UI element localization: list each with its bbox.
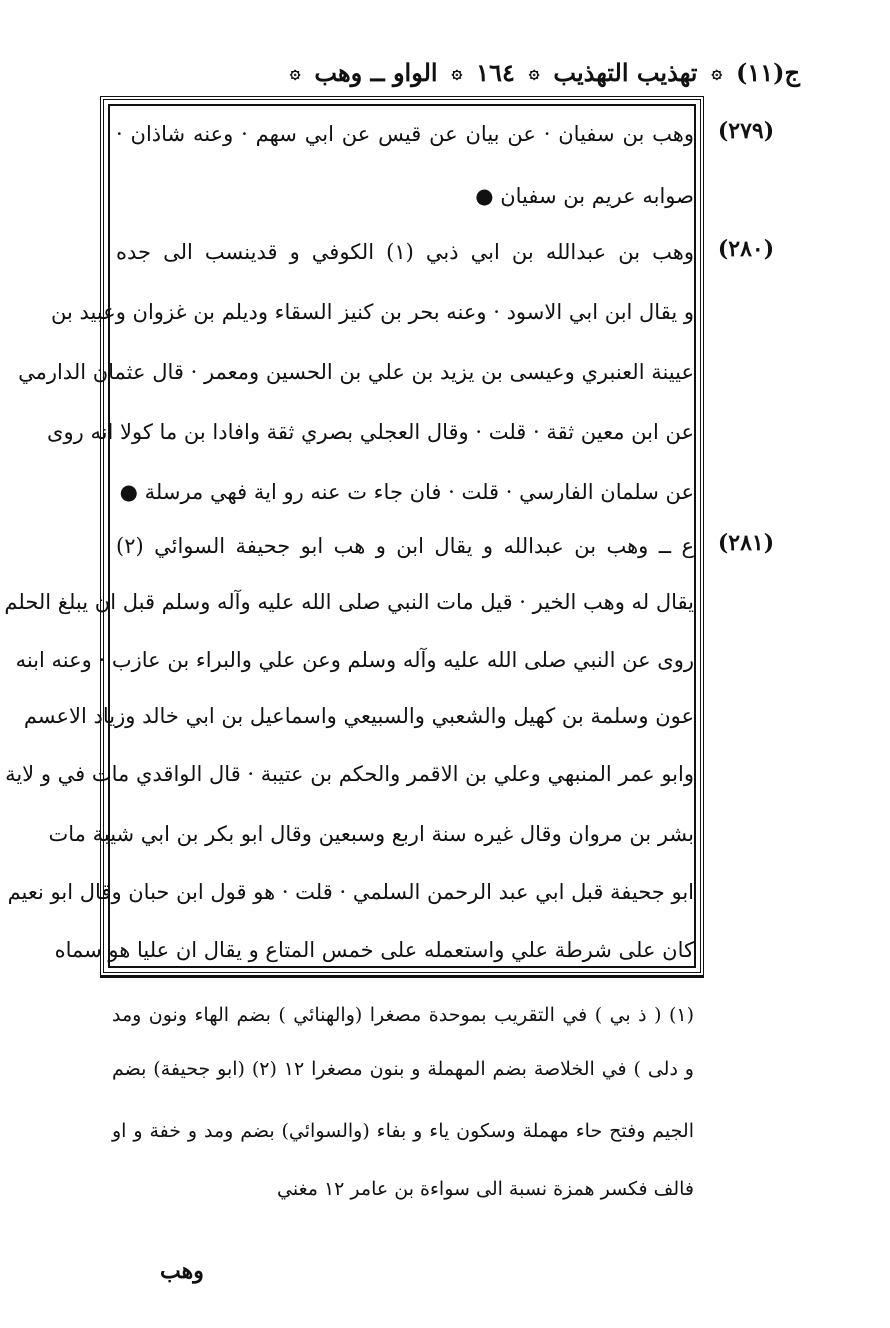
entry-line: روى عن النبي صلى الله عليه وآله وسلم وعن علي والبراء بن عازب · وعنه ابنه: [15, 648, 694, 672]
section-title: الواو ــ وهب: [314, 57, 438, 87]
entry-line: عيينة العنبري وعيسى بن يزيد بن علي بن الحسين ومعمر · قال عثمان الدارمي: [18, 360, 694, 384]
entry-line: ع ــ وهب بن عبدالله و يقال ابن و هب ابو جحيفة السوائي (٢): [116, 534, 694, 558]
ornament-icon: ۞: [711, 61, 722, 83]
footnote-line: الجيم وفتح حاء مهملة وسكون ياء و بفاء (والسوائي) بضم ومد و خفة و او: [112, 1120, 694, 1142]
entry-line: يقال له وهب الخير · قيل مات النبي صلى الله عليه وآله وسلم قبل ان يبلغ الحلم: [4, 590, 694, 614]
entry-line: عون وسلمة بن كهيل والشعبي والسبيعي واسماعيل بن ابي خالد وزياد الاعسم: [23, 704, 694, 728]
entry-number: (٢٨٠): [717, 236, 775, 262]
entry-number: (٢٧٩): [717, 118, 775, 144]
book-title: تهذيب التهذيب: [553, 57, 698, 87]
entry-line: وهب بن عبدالله بن ابي ذبي (١) الكوفي و قدينسب الى جده: [116, 240, 694, 264]
entry-line: صوابه عريم بن سفيان ●: [475, 184, 694, 208]
volume-label: ج(١١): [736, 57, 800, 87]
entry-line: بشر بن مروان وقال غيره سنة اربع وسبعين وقال ابو بكر بن ابي شيبة مات: [48, 822, 694, 846]
entry-line: كان على شرطة علي واستعمله على خمس المتاع و يقال ان عليا هو سماه: [54, 938, 694, 962]
entry-line: و يقال ابن ابي الاسود · وعنه بحر بن كنيز السقاء وديلم بن غزوان وعبيد بن: [51, 300, 694, 324]
ornament-icon: ۞: [289, 61, 301, 83]
ornament-icon: ۞: [451, 61, 463, 83]
entry-line: عن ابن معين ثقة · قلت · وقال العجلي بصري ثقة وافادا بن ما كولا انه روى: [47, 420, 694, 444]
page-header: [100, 52, 800, 92]
catchword: وهب: [160, 1258, 204, 1284]
entry-line: وابو عمر المنبهي وعلي بن الاقمر والحكم بن عتيبة · قال الواقدي مات في و لاية: [5, 762, 694, 786]
footnote-separator: [100, 976, 704, 978]
ornament-icon: ۞: [528, 61, 540, 83]
entry-number: (٢٨١): [717, 530, 775, 556]
entry-line: ابو جحيفة قبل ابي عبد الرحمن السلمي · قلت · هو قول ابن حبان وقال ابو نعيم: [7, 880, 694, 904]
footnote-line: فالف فكسر همزة نسبة الى سواءة بن عامر ١٢ مغني: [277, 1178, 694, 1200]
footnote-line: (١) ( ذ بي ) في التقريب بموحدة مصغرا (والهنائي ) بضم الهاء ونون ومد: [112, 1004, 694, 1026]
entry-line: عن سلمان الفارسي · قلت · فان جاء ت عنه رو اية فهي مرسلة ●: [119, 480, 694, 504]
footnote-line: و دلى ) في الخلاصة بضم المهملة و بنون مصغرا ١٢ (٢) (ابو جحيفة) بضم: [112, 1058, 694, 1080]
entry-line: وهب بن سفيان · عن بيان عن قيس عن ابي سهم · وعنه شاذان ·: [116, 122, 694, 146]
page-number: ١٦٤: [476, 57, 515, 87]
